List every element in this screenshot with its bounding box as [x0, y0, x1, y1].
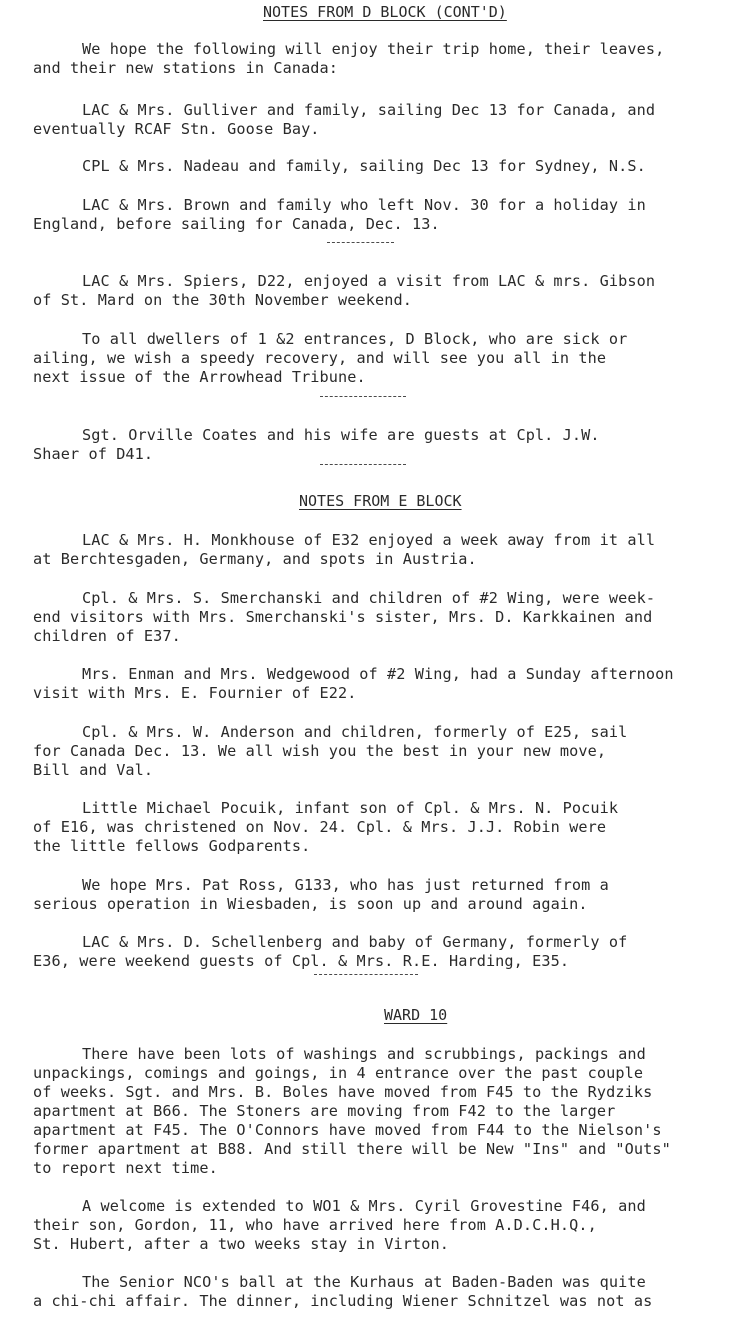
paragraph-line: children of E37.	[33, 627, 181, 645]
paragraph-line: LAC & Mrs. D. Schellenberg and baby of Germany, formerly of	[82, 933, 628, 951]
paragraph-line: visit with Mrs. E. Fournier of E22.	[33, 684, 357, 702]
paragraph-line: Bill and Val.	[33, 761, 154, 779]
section-divider	[320, 464, 406, 465]
paragraph-line: apartment at F45. The O'Connors have moved from F44 to the Nielson's	[33, 1121, 662, 1139]
paragraph-line: of St. Mard on the 30th November weekend.	[33, 291, 412, 309]
heading-d-block: NOTES FROM D BLOCK (CONT'D)	[263, 3, 507, 21]
paragraph-line: of E16, was christened on Nov. 24. Cpl. & Mrs. J.J. Robin were	[33, 818, 607, 836]
paragraph-line: LAC & Mrs. Spiers, D22, enjoyed a visit from LAC & mrs. Gibson	[82, 272, 656, 290]
paragraph-line: and their new stations in Canada:	[33, 59, 339, 77]
paragraph-line: LAC & Mrs. Gulliver and family, sailing Dec 13 for Canada, and	[82, 101, 656, 119]
paragraph-line: Cpl. & Mrs. S. Smerchanski and children of #2 Wing, were week-	[82, 589, 656, 607]
paragraph-line: To all dwellers of 1 &2 entrances, D Block, who are sick or	[82, 330, 628, 348]
paragraph-line: St. Hubert, after a two weeks stay in Virton.	[33, 1235, 449, 1253]
paragraph-line: apartment at B66. The Stoners are moving from F42 to the larger	[33, 1102, 616, 1120]
paragraph-line: eventually RCAF Stn. Goose Bay.	[33, 120, 320, 138]
paragraph-line: Little Michael Pocuik, infant son of Cpl. & Mrs. N. Pocuik	[82, 799, 619, 817]
section-divider	[320, 396, 406, 397]
paragraph-line: LAC & Mrs. H. Monkhouse of E32 enjoyed a week away from it all	[82, 531, 656, 549]
paragraph-line: to report next time.	[33, 1159, 218, 1177]
paragraph-line: CPL & Mrs. Nadeau and family, sailing Dec 13 for Sydney, N.S.	[82, 157, 646, 175]
paragraph-line: Shaer of D41.	[33, 445, 154, 463]
heading-e-block: NOTES FROM E BLOCK	[299, 492, 462, 510]
paragraph-line: of weeks. Sgt. and Mrs. B. Boles have moved from F45 to the Rydziks	[33, 1083, 653, 1101]
paragraph-line: There have been lots of washings and scrubbings, packings and	[82, 1045, 646, 1063]
paragraph-line: at Berchtesgaden, Germany, and spots in Austria.	[33, 550, 477, 568]
paragraph-line: LAC & Mrs. Brown and family who left Nov. 30 for a holiday in	[82, 196, 646, 214]
paragraph-line: Cpl. & Mrs. W. Anderson and children, formerly of E25, sail	[82, 723, 628, 741]
paragraph-line: We hope Mrs. Pat Ross, G133, who has just returned from a	[82, 876, 609, 894]
paragraph-line: the little fellows Godparents.	[33, 837, 311, 855]
paragraph-line: unpackings, comings and goings, in 4 entrance over the past couple	[33, 1064, 644, 1082]
paragraph-line: A welcome is extended to WO1 & Mrs. Cyril Grovestine F46, and	[82, 1197, 646, 1215]
paragraph-line: a chi-chi affair. The dinner, including Wiener Schnitzel was not as	[33, 1292, 653, 1310]
paragraph-line: England, before sailing for Canada, Dec. 13.	[33, 215, 440, 233]
paragraph-line: their son, Gordon, 11, who have arrived here from A.D.C.H.Q.,	[33, 1216, 597, 1234]
paragraph-line: ailing, we wish a speedy recovery, and will see you all in the	[33, 349, 607, 367]
paragraph-line: The Senior NCO's ball at the Kurhaus at Baden-Baden was quite	[82, 1273, 646, 1291]
heading-ward: WARD 10	[384, 1006, 448, 1024]
section-divider	[327, 242, 394, 243]
paragraph-line: former apartment at B88. And still there will be New "Ins" and "Outs"	[33, 1140, 671, 1158]
paragraph-line: We hope the following will enjoy their trip home, their leaves,	[82, 40, 665, 58]
paragraph-line: next issue of the Arrowhead Tribune.	[33, 368, 366, 386]
paragraph-line: Mrs. Enman and Mrs. Wedgewood of #2 Wing, had a Sunday afternoon	[82, 665, 674, 683]
paragraph-line: for Canada Dec. 13. We all wish you the best in your new move,	[33, 742, 607, 760]
paragraph-line: Sgt. Orville Coates and his wife are guests at Cpl. J.W.	[82, 426, 600, 444]
paragraph-line: serious operation in Wiesbaden, is soon up and around again.	[33, 895, 588, 913]
paragraph-line: end visitors with Mrs. Smerchanski's sister, Mrs. D. Karkkainen and	[33, 608, 653, 626]
section-divider	[314, 974, 418, 975]
paragraph-line: E36, were weekend guests of Cpl. & Mrs. R.E. Harding, E35.	[33, 952, 570, 970]
